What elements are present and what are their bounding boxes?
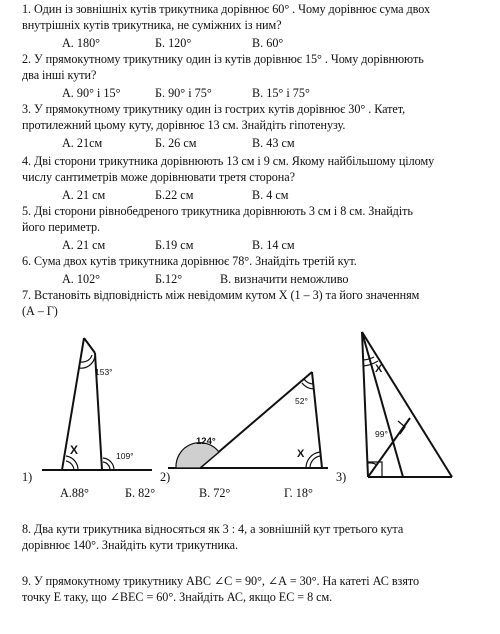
q1-option-a: А. 180° [62, 36, 101, 50]
q6-line-1: 6. Сума двох кутів трикутника дорівнює 78°. Знайдіть третій кут. [22, 254, 357, 268]
match-option-d: Г. 18° [284, 486, 313, 500]
q4-line-2: числу сантиметрів може дорівнювати третя сторона? [22, 170, 296, 184]
q9-line-1: 9. У прямокутному трикутнику АВС ∠С = 90°, ∠А = 30°. На катеті АС взято [22, 574, 420, 588]
q1-line-2: внутрішніх кутів трикутника, не суміжних із ним? [22, 18, 282, 32]
q1-line-1: 1. Один із зовнішніх кутів трикутника дорівнює 60° . Чому дорівнює сума двох [22, 2, 431, 16]
q2-line-2: два інші кути? [22, 68, 97, 82]
q6-option-b: Б.12° [155, 272, 183, 286]
q4-option-b: Б.22 см [155, 188, 194, 202]
fig2-angle-124: 124° [196, 436, 216, 447]
figure-1-label: 1) [22, 470, 33, 484]
q2-line-1: 2. У прямокутному трикутнику один із кутів дорівнює 15° . Чому дорівнюють [22, 52, 424, 66]
q4-option-a: А. 21 см [62, 188, 106, 202]
match-option-a: А.88° [60, 486, 89, 500]
fig1-angle-109: 109° [116, 451, 134, 461]
figure-1-triangle [42, 338, 152, 470]
fig1-unknown-x: X [70, 443, 79, 457]
fig3-unknown-x: X [375, 363, 383, 375]
q3-option-c: В. 43 см [252, 136, 295, 150]
q1-option-b: Б. 120° [155, 36, 192, 50]
q9-line-2: точку Е таку, що ∠ВЕС = 60°. Знайдіть АС, якщо ЕС = 8 см. [22, 590, 333, 604]
match-option-b: Б. 82° [125, 486, 156, 500]
fig2-angle-52: 52° [295, 396, 308, 406]
q5-option-c: В. 14 см [252, 238, 295, 252]
q5-option-b: Б.19 см [155, 238, 194, 252]
q7-line-1: 7. Встановіть відповідність між невідомим кутом Х (1 – 3) та його значенням [22, 288, 420, 302]
fig1-angle-153: 153° [95, 367, 113, 377]
q5-line-2: його периметр. [22, 220, 101, 234]
fig2-unknown-x: X [297, 448, 305, 460]
q2-option-c: В. 15° і 75° [252, 86, 310, 100]
figure-3-label: 3) [336, 470, 347, 484]
q8-line-2: дорівнює 140°. Знайдіть кути трикутника. [22, 538, 238, 552]
q5-line-1: 5. Дві сторони рівнобедреного трикутника дорівнюють 3 см і 8 см. Знайдіть [22, 204, 413, 218]
q4-line-1: 4. Дві сторони трикутника дорівнюють 13 см і 9 см. Якому найбільшому цілому [22, 154, 435, 168]
q6-option-a: А. 102° [62, 272, 101, 286]
q2-option-a: А. 90° і 15° [62, 86, 121, 100]
q6-option-c: В. визначити неможливо [220, 272, 349, 286]
q4-option-c: В. 4 см [252, 188, 289, 202]
q3-option-b: Б. 26 см [155, 136, 197, 150]
match-option-c: В. 72° [199, 486, 231, 500]
q1-option-c: В. 60° [252, 36, 284, 50]
q3-option-a: А. 21см [62, 136, 103, 150]
q5-option-a: А. 21 см [62, 238, 106, 252]
q3-line-1: 3. У прямокутному трикутнику один із гострих кутів дорівнює 30° . Катет, [22, 102, 406, 116]
figure-2-label: 2) [160, 470, 171, 484]
q7-line-2: (А – Г) [22, 304, 58, 318]
q2-option-b: Б. 90° і 75° [155, 86, 212, 100]
figure-3-triangle [362, 332, 452, 477]
q8-line-1: 8. Два кути трикутника відносяться як 3 : 4, а зовнішній кут третього кута [22, 522, 404, 536]
q3-line-2: протилежний цьому куту, дорівнює 13 см. Знайдіть гіпотенузу. [22, 118, 346, 132]
fig3-angle-99: 99° [375, 429, 388, 439]
